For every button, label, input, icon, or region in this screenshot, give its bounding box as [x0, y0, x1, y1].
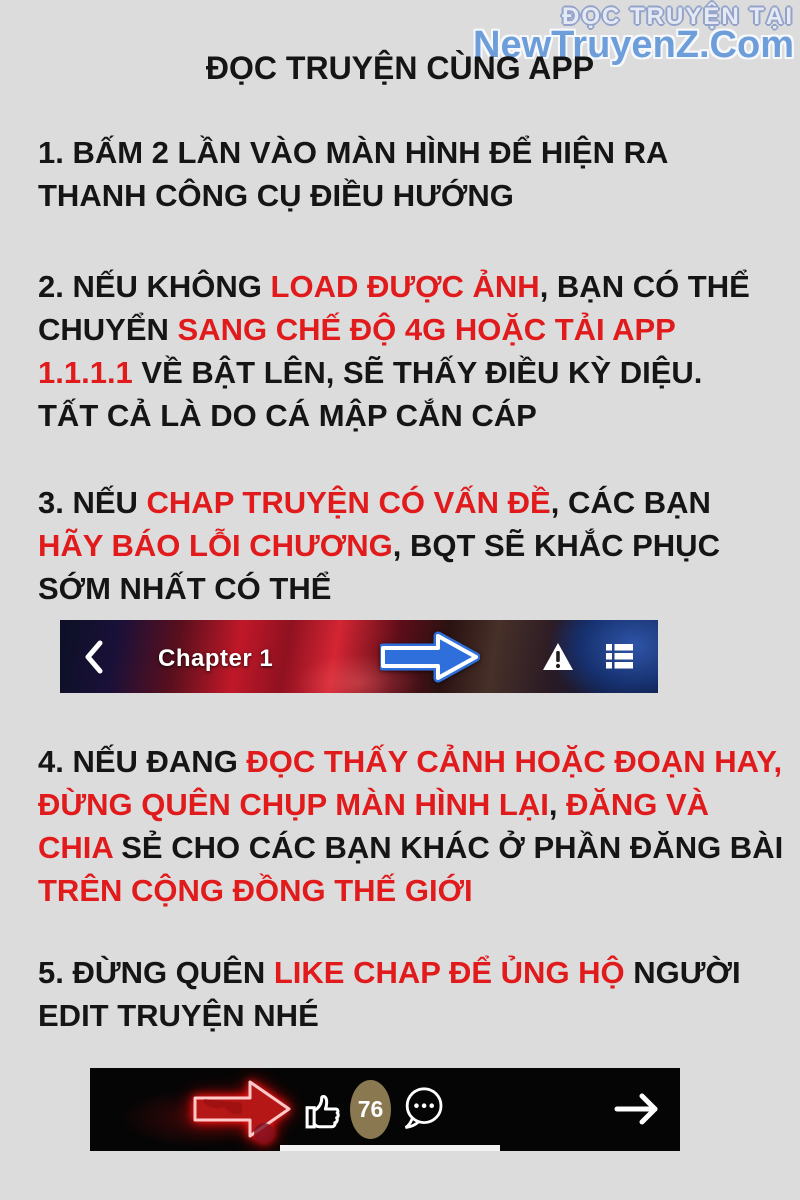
reader-toolbar-screenshot: [90, 1068, 680, 1151]
text-segment: ,: [548, 787, 567, 822]
text-segment: SANG CHẾ ĐỘ 4G HOẶC TẢI APP: [177, 312, 676, 347]
text-segment: 3. NẾU: [38, 485, 147, 520]
like-icon[interactable]: [302, 1086, 348, 1132]
text-segment: LOAD ĐƯỢC ẢNH: [270, 269, 540, 304]
text-segment: 1. BẤM 2 LẦN VÀO MÀN HÌNH ĐỂ HIỆN RA: [38, 135, 669, 170]
text-segment: , BẠN CÓ THỂ: [539, 269, 750, 304]
text-segment: TRÊN CỘNG ĐỒNG THẾ GIỚI: [38, 873, 473, 908]
logo-tagline: ĐỌC TRUYỆN TẠI: [562, 3, 794, 30]
text-segment: LIKE CHAP ĐỂ ỦNG HỘ: [273, 955, 625, 990]
instruction-4: [38, 740, 783, 912]
text-segment: 4. NẾU ĐANG: [38, 744, 247, 779]
text-segment: HÃY BÁO LỖI CHƯƠNG: [38, 528, 393, 563]
back-chevron-icon[interactable]: [84, 640, 104, 674]
comment-icon[interactable]: [399, 1085, 447, 1133]
text-segment: 5. ĐỪNG QUÊN: [38, 955, 274, 990]
text-segment: ĐĂNG VÀ: [566, 787, 710, 822]
text-segment: THANH CÔNG CỤ ĐIỀU HƯỚNG: [38, 178, 514, 213]
text-segment: CHAP TRUYỆN CÓ VẤN ĐỀ: [146, 485, 551, 520]
like-count-badge: 76: [350, 1080, 391, 1139]
text-segment: NGƯỜI: [624, 955, 741, 990]
chapter-title: Chapter 1: [158, 645, 274, 672]
text-segment: TẤT CẢ LÀ DO CÁ MẬP CẮN CÁP: [38, 398, 537, 433]
text-segment: 1.1.1.1: [38, 355, 133, 390]
text-segment: , CÁC BẠN: [550, 485, 711, 520]
chapter-list-icon[interactable]: [606, 643, 633, 670]
instruction-5: [38, 951, 741, 1037]
text-segment: ĐỌC THẤY CẢNH HOẶC ĐOẠN HAY,: [246, 744, 783, 779]
text-segment: VỀ BẬT LÊN, SẼ THẤY ĐIỀU KỲ DIỆU.: [132, 355, 703, 390]
text-segment: CHIA: [38, 830, 113, 865]
text-segment: 2. NẾU KHÔNG: [38, 269, 271, 304]
pointer-arrow-icon: [380, 631, 480, 683]
text-segment: CHUYỂN: [38, 312, 178, 347]
text-segment: SẺ CHO CÁC BẠN KHÁC Ở PHẦN ĐĂNG BÀI: [112, 830, 784, 865]
text-segment: SỚM NHẤT CÓ THỂ: [38, 571, 332, 606]
text-segment: , BQT SẼ KHẮC PHỤC: [392, 528, 720, 563]
next-chapter-icon[interactable]: [614, 1091, 660, 1127]
page-title: ĐỌC TRUYỆN CÙNG APP: [205, 50, 595, 86]
warning-icon[interactable]: [542, 642, 574, 672]
logo-sitename: NewTruyenZ.Com: [473, 24, 794, 67]
instruction-3: [38, 481, 720, 610]
page-strip: [280, 1145, 500, 1151]
text-segment: ĐỪNG QUÊN CHỤP MÀN HÌNH LẠI: [38, 787, 549, 822]
chapter-nav-screenshot: [60, 620, 658, 693]
text-segment: EDIT TRUYỆN NHÉ: [38, 998, 319, 1033]
pointer-arrow-icon: [190, 1075, 294, 1143]
instruction-1: [38, 131, 668, 217]
instruction-2: [38, 265, 750, 437]
